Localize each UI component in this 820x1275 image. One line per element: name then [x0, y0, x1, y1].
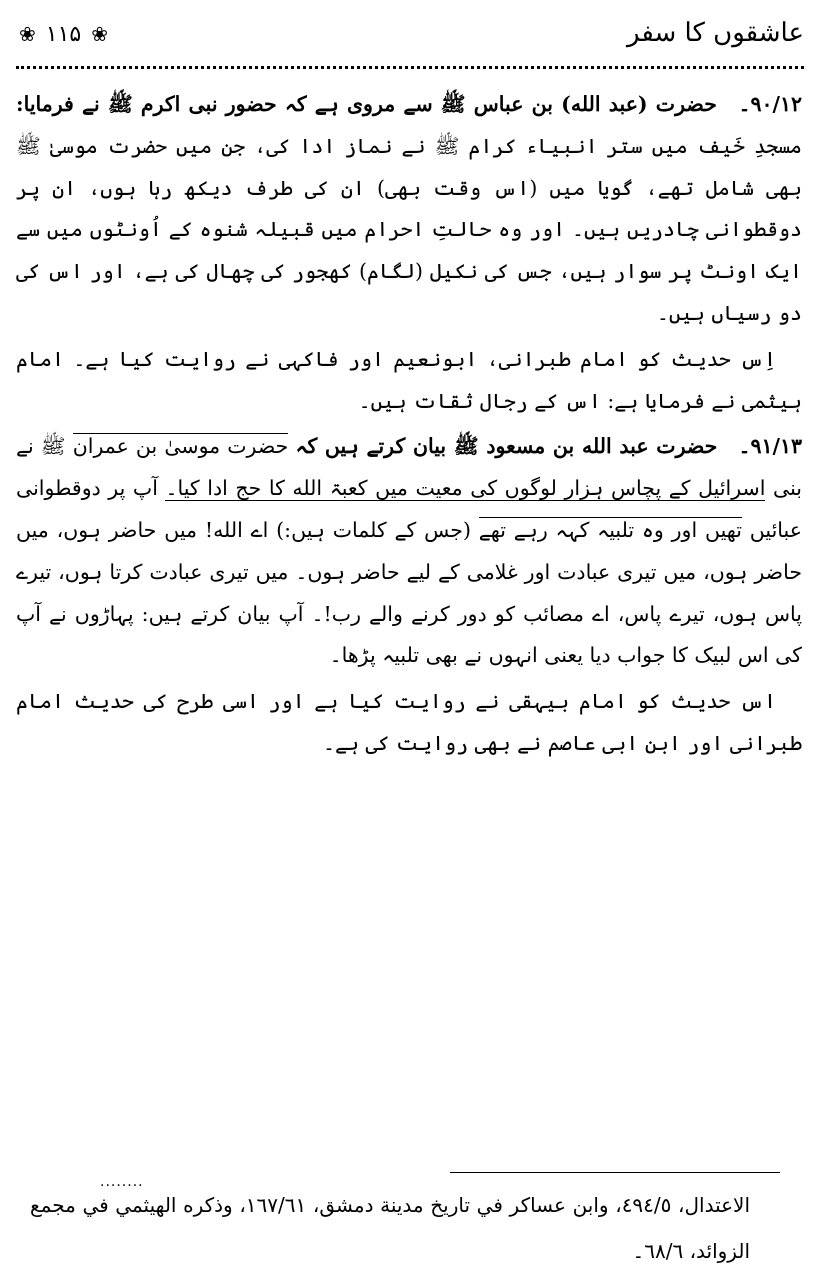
hadith-90-reference: اِس حدیث کو امام طبرانی، ابونعیم اور فاکہی نے روایت کیا ہے۔ امام ہیثمی نے فرمایا ہے: اس کے رجال ثقات ہیں۔	[16, 346, 802, 413]
footnote-rule	[450, 1172, 780, 1173]
page-number: ۱۱۵	[45, 22, 82, 47]
footnotes	[30, 1172, 750, 1266]
hadith-90-intro: حضرت (عبد الله) بن عباس ﷺ سے مروی ہے کہ حضور نبی اکرم ﷺ نے فرمایا:	[16, 92, 717, 116]
hadith-91-reference: اس حدیث کو امام بیہقی نے روایت کیا ہے اور اسی طرح کی حدیث امام طبرانی اور ابن ابی عاصم نے بھی روایت کی ہے۔	[16, 689, 802, 755]
hadith-90-text: مسجدِ خَیف میں ستر انبیاء کرام ﷺ نے نماز ادا کی، جن میں حضرت موسیٰ ﷺ بھی شامل تھے، گویا میں (اس وقت بھی) ان کی طرف دیکھ رہا ہوں، ان پر دوقطوانی چادریں ہیں۔ اور وہ حالتِ احرام میں قبیلہ شنوہ کے اُونٹوں میں سے ایک اونٹ پر سوار ہیں، جس کی نکیل (لگام) کھجور کی چھال کی ہے، اور اس کی دو رسیاں ہیں۔	[16, 133, 802, 325]
header-dotted-rule	[16, 66, 804, 69]
hadith-91-overlined-name: حضرت موسیٰ بن عمران	[72, 434, 289, 459]
ornament-right-icon: ❀	[19, 22, 36, 46]
hadith-91-text-2: (جس کے کلمات ہیں:) اے الله! میں حاضر ہوں، میں حاضر ہوں، میں تیری عبادت اور غلامی کے لیے حاضر ہوں۔ میں تیری عبادت کرتا ہوں، تیرے پاس ہوں، تیرے پاس، اے مصائب کو دور کرنے والے رب!۔ آپ بیان کرتے ہیں: پہاڑوں نے آپ کی اس لبیک کا جواب دیا یعنی انہوں نے بھی تلبیہ پڑھا۔	[16, 517, 802, 668]
footnote-marker: ........	[100, 1174, 144, 1190]
hadith-91-overlined-talbiyah: تھیں اور وہ تلبیہ کہہ رہے تھے	[478, 517, 742, 542]
page-body	[16, 84, 802, 765]
hadith-90-paragraph	[16, 84, 802, 335]
page-number-block	[16, 22, 111, 47]
hadith-91-text-1: آپ پر دوقطوانی عبائیں	[16, 476, 802, 542]
footnote-text: الاعتدال، ٤٩٤/٥، وابن عساكر في تاريخ مدينة دمشق، ١٦٧/٦١، وذكره الهيثمي في مجمع الزوائد، ٦٨/٦۔	[30, 1193, 751, 1263]
ornament-left-icon: ❀	[91, 22, 108, 46]
hadith-91-underlined: اسرائیل کے پچاس ہزار لوگوں کی معیت میں کعبۃ الله کا حج ادا کیا۔	[165, 476, 766, 501]
page-header	[16, 18, 804, 58]
hadith-91-number: ۹۱/۱۳۔	[738, 434, 802, 459]
running-title: عاشقوں کا سفر	[626, 18, 804, 48]
hadith-91-intro: حضرت عبد الله بن مسعود ﷺ بیان کرتے ہیں کہ	[295, 434, 718, 459]
hadith-90-number: ۹۰/۱۲۔	[738, 92, 802, 116]
hadith-91-after-name: ﷺ نے بنی	[16, 434, 802, 501]
hadith-91-paragraph	[16, 426, 802, 677]
